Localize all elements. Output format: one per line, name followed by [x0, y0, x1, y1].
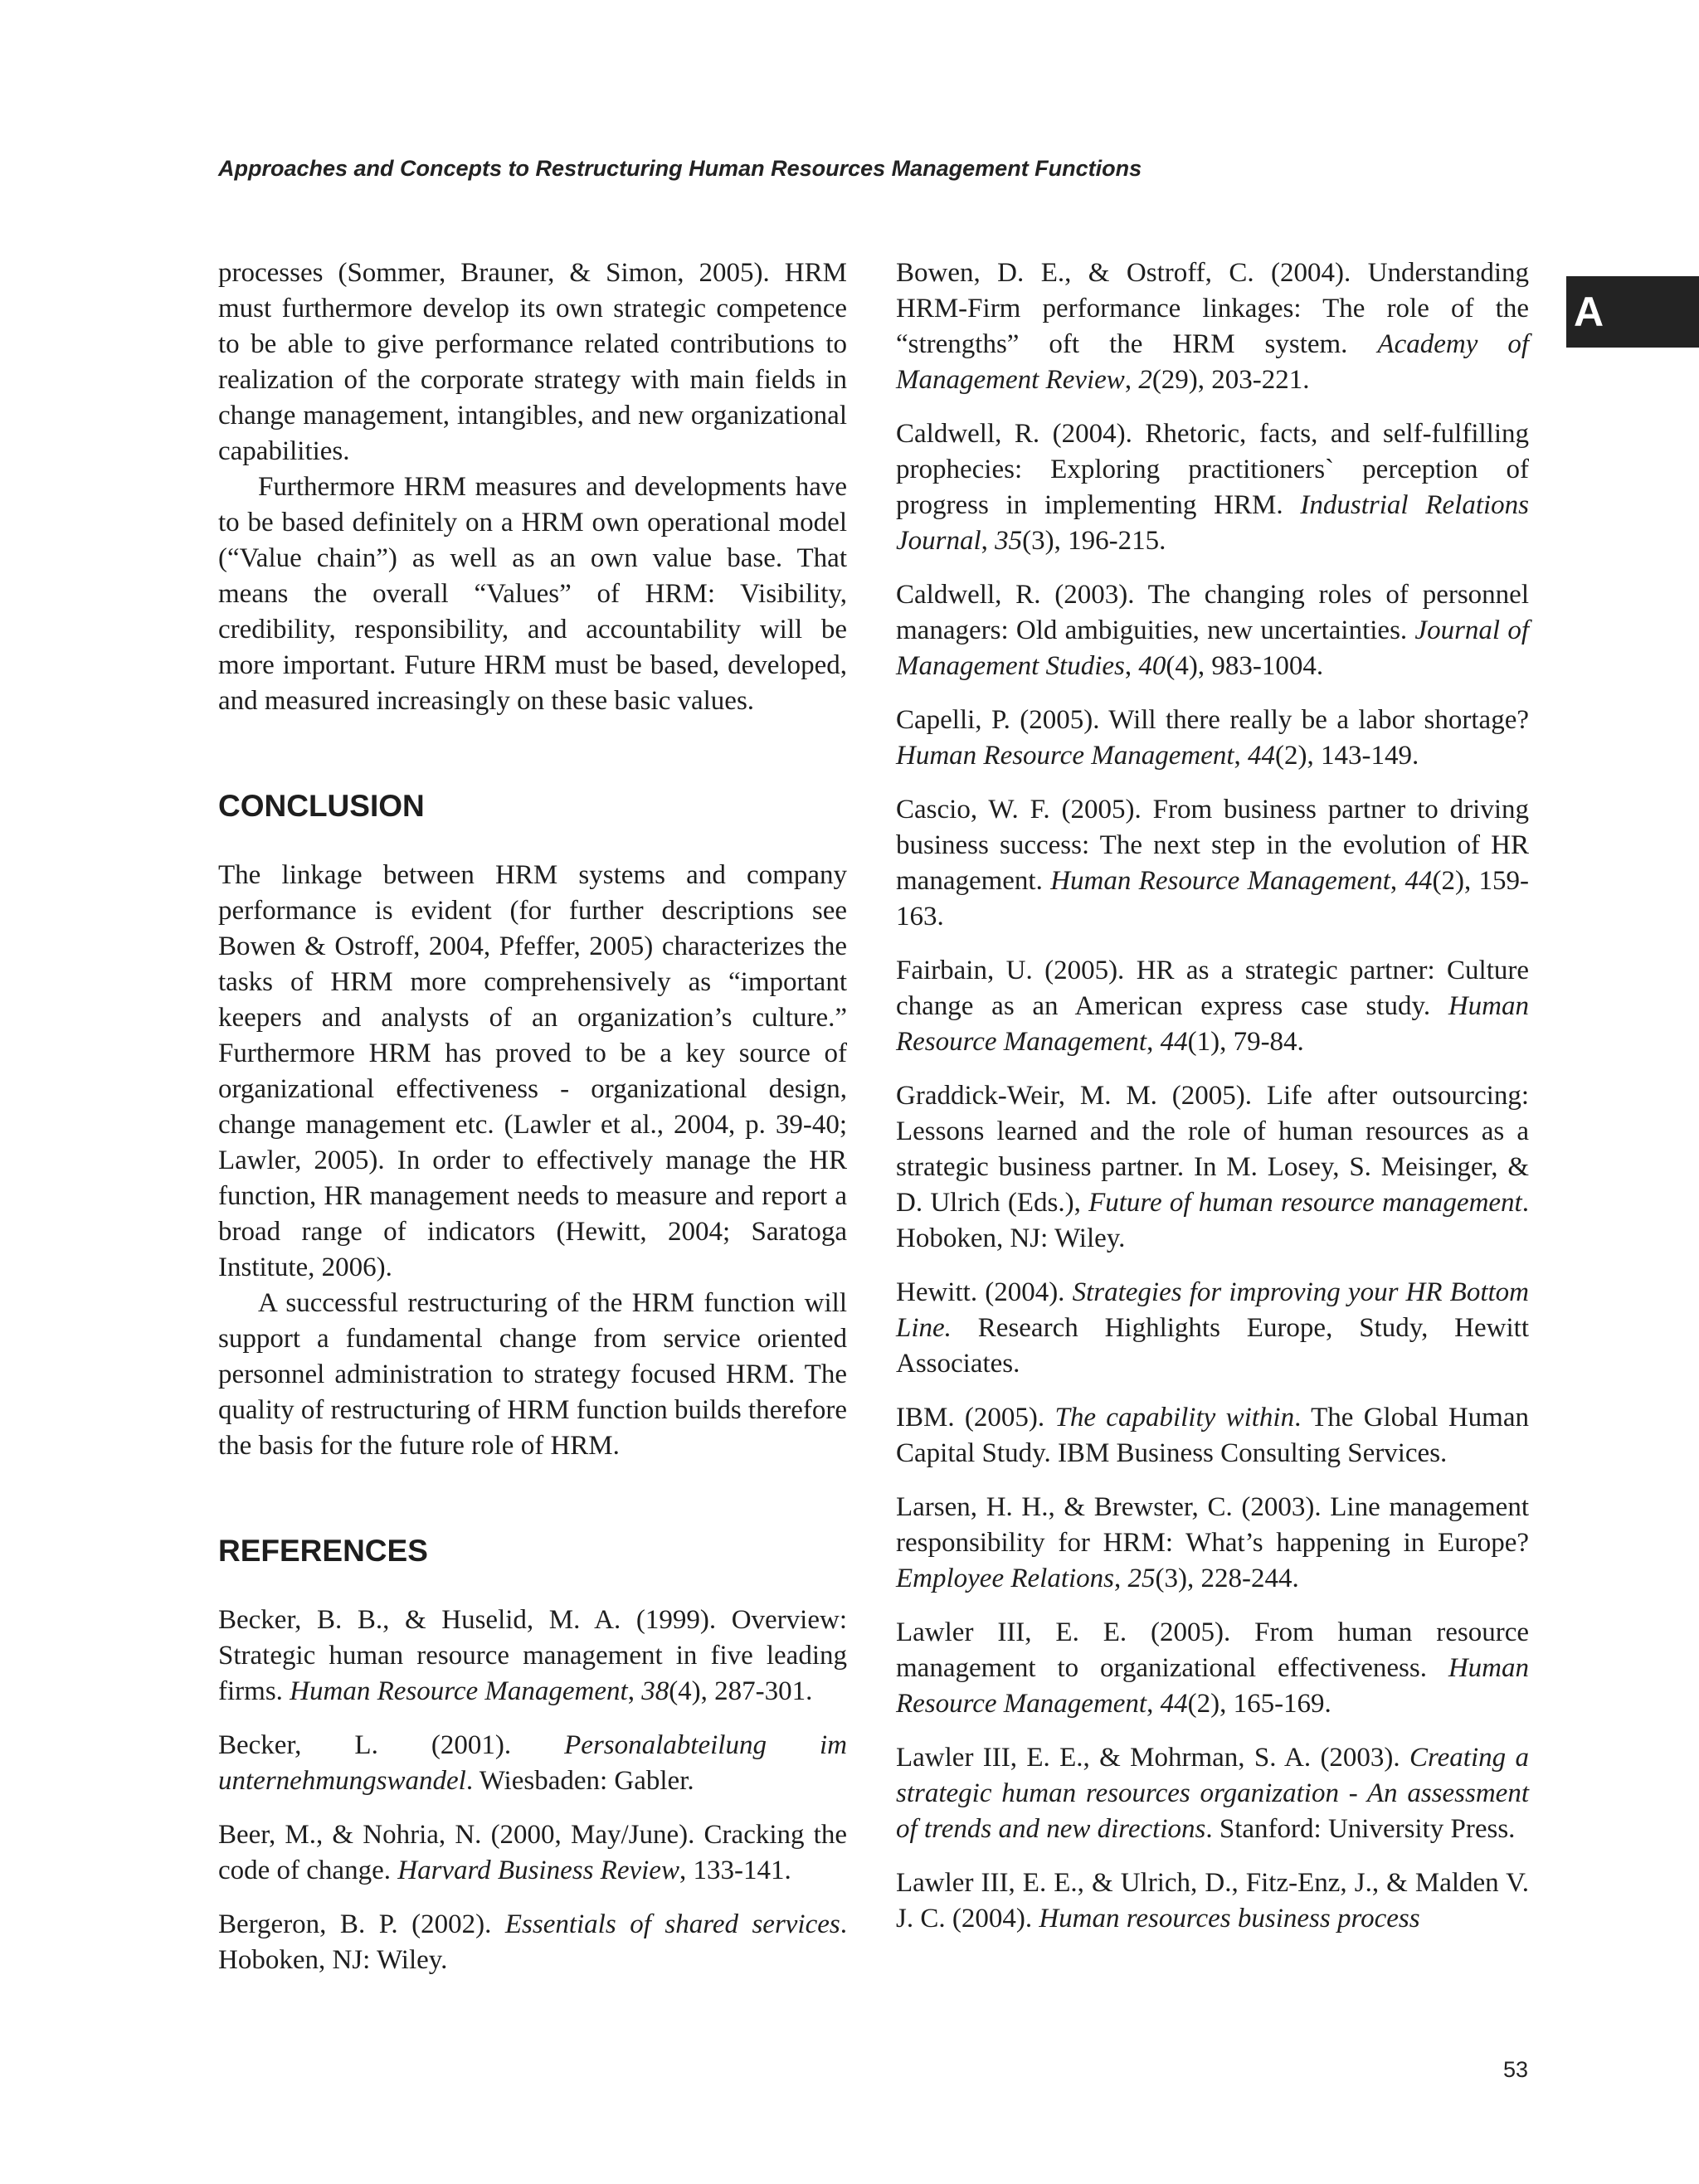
reference-entry: IBM. (2005). The capability within. The Global Human Capital Study. IBM Business Consulting Services. — [896, 1403, 1530, 1468]
body-paragraph: processes (Sommer, Brauner, & Simon, 2005). HRM must furthermore develop its own strategic competence to be able to give performance related contributions to realization of the corporate strategy with main fields in change management, intangibles, and new organizational capabilities. — [218, 258, 847, 466]
body-paragraph: Furthermore HRM measures and developments have to be based definitely on a HRM own operational model (“Value chain”) as well as an own value base. That means the overall “Values” of HRM: Visibility, credibility, responsibility, and accountability will be more important. Future HRM must be based, developed, and measured increasingly on these basic values. — [218, 472, 847, 716]
section-heading-references: REFERENCES — [218, 1534, 428, 1568]
body-paragraph: A successful restructuring of the HRM function will support a fundamental change from service oriented personnel administration to strategy focused HRM. The quality of restructuring of HRM function builds therefore the basis for the future role of HRM. — [218, 1288, 847, 1461]
body-paragraph: The linkage between HRM systems and company performance is evident (for further descriptions see Bowen & Ostroff, 2004, Pfeffer, 2005) characterizes the tasks of HRM more comprehensively as “important keepers and analysts of an organization’s culture.” Furthermore HRM has proved to be a key source of organizational effectiveness - organizational design, change management etc. (Lawler et al., 2004, p. 39-40; Lawler, 2005). In order to effectively manage the HR function, HR management needs to measure and report a broad range of indicators (Hewitt, 2004; Saratoga Institute, 2006). — [218, 860, 847, 1282]
reference-entry: Caldwell, R. (2003). The changing roles of personnel managers: Old ambiguities, new uncertainties. Journal of Management Studies, 40(4), 983-1004. — [896, 580, 1529, 681]
left-column — [218, 255, 847, 1997]
reference-entry: Lawler III, E. E. (2005). From human resource management to organizational effectiveness. Human Resource Management, 44(2), 165-169. — [896, 1617, 1529, 1719]
reference-entry: Beer, M., & Nohria, N. (2000, May/June). Cracking the code of change. Harvard Business Review, 133-141. — [218, 1820, 847, 1885]
reference-entry: Capelli, P. (2005). Will there really be a labor shortage? Human Resource Management, 44(2), 143-149. — [896, 705, 1529, 771]
reference-entry: Caldwell, R. (2004). Rhetoric, facts, and self-fulfilling prophecies: Exploring practitioners` perception of progress in implementing HRM. Industrial Relations Journal, 35(3), 196-215. — [896, 419, 1529, 556]
reference-entry: Lawler III, E. E., & Ulrich, D., Fitz-Enz, J., & Malden V. J. C. (2004). Human resources business process — [896, 1868, 1529, 1933]
page-number: 53 — [1503, 2057, 1529, 2082]
reference-entry: Cascio, W. F. (2005). From business partner to driving business success: The next step in the evolution of HR management. Human Resource Management, 44(2), 159-163. — [896, 795, 1530, 931]
reference-entry: Fairbain, U. (2005). HR as a strategic partner: Culture change as an American express case study. Human Resource Management, 44(1), 79-84. — [896, 956, 1529, 1057]
reference-entry: Bowen, D. E., & Ostroff, C. (2004). Understanding HRM-Firm performance linkages: The role of the “strengths” oft the HRM system. Academy of Management Review, 2(29), 203-221. — [896, 258, 1529, 395]
reference-entry: Bergeron, B. P. (2002). Essentials of shared services. Hoboken, NJ: Wiley. — [218, 1909, 847, 1975]
reference-entry: Larsen, H. H., & Brewster, C. (2003). Line management responsibility for HRM: What’s happening in Europe? Employee Relations, 25(3), 228-244. — [896, 1492, 1529, 1593]
reference-entry: Hewitt. (2004). Strategies for improving your HR Bottom Line. Research Highlights Europe, Study, Hewitt Associates. — [896, 1277, 1530, 1379]
reference-entry: Becker, B. B., & Huselid, M. A. (1999). Overview: Strategic human resource management in five leading firms. Human Resource Management, 38(4), 287-301. — [218, 1605, 847, 1706]
section-heading-conclusion: CONCLUSION — [218, 789, 425, 823]
running-head: Approaches and Concepts to Restructuring Human Resources Management Functions — [218, 156, 1142, 181]
section-tab-marker: A — [1566, 276, 1699, 348]
reference-entry: Becker, L. (2001). Personalabteilung im unternehmungswandel. Wiesbaden: Gabler. — [218, 1730, 847, 1796]
right-column — [896, 255, 1529, 1955]
reference-entry: Lawler III, E. E., & Mohrman, S. A. (2003). Creating a strategic human resources organization - An assessment of trends and new directions. Stanford: University Press. — [896, 1743, 1529, 1844]
reference-entry: Graddick-Weir, M. M. (2005). Life after outsourcing: Lessons learned and the role of human resources as a strategic business partner. In M. Losey, S. Meisinger, & D. Ulrich (Eds.), Future of human resource management. Hoboken, NJ: Wiley. — [896, 1081, 1529, 1253]
